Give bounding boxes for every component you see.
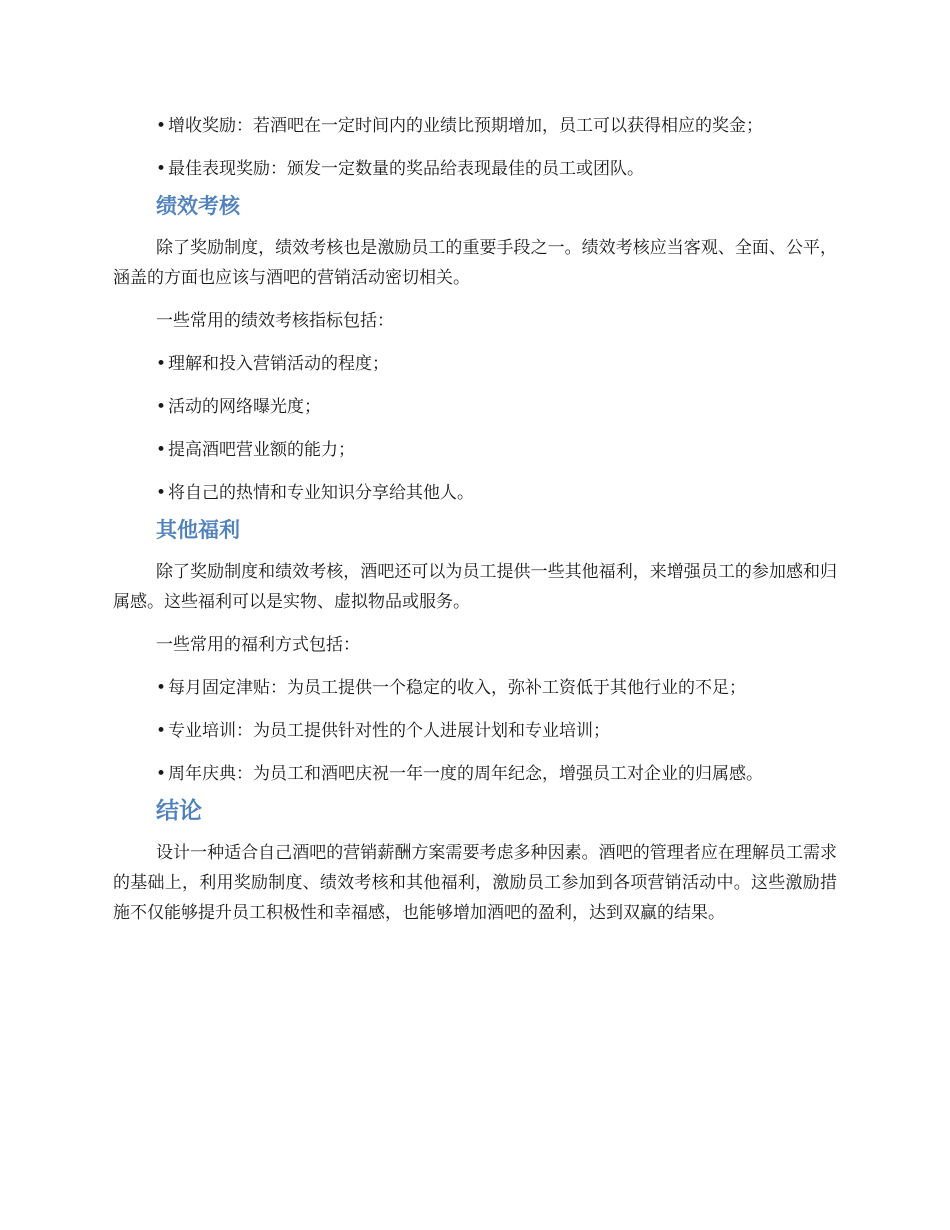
bullet-icon: • (156, 397, 167, 417)
list-item-text: 最佳表现奖励：颁发一定数量的奖品给表现最佳的员工或团队。 (168, 159, 644, 179)
bullet-icon: • (156, 721, 167, 741)
performance-bullet-list (113, 350, 837, 507)
list-item (113, 350, 837, 378)
section-heading-performance: 绩效考核 (156, 194, 240, 218)
list-item (113, 155, 837, 183)
list-item-text: 提高酒吧营业额的能力； (168, 440, 355, 460)
bullet-icon: • (156, 116, 167, 136)
bullet-icon: • (156, 764, 167, 784)
section-heading-benefits: 其他福利 (156, 518, 240, 542)
list-item (113, 674, 837, 702)
list-item (113, 393, 837, 421)
list-item-text: 活动的网络曝光度； (168, 397, 321, 417)
list-item (113, 436, 837, 464)
list-item (113, 112, 837, 140)
list-item-text: 将自己的热情和专业知识分享给其他人。 (168, 483, 474, 503)
conclusion-paragraph: 设计一种适合自己酒吧的营销薪酬方案需要考虑多种因素。酒吧的管理者应在理解员工需求的基础上，利用奖励制度、绩效考核和其他福利，激励员工参加到各项营销活动中。这些激励措施不仅能够提升员工积极性和幸福感，也能够增加酒吧的盈利，达到双赢的结果。 (113, 843, 837, 923)
list-item (113, 479, 837, 507)
benefits-intro: 一些常用的福利方式包括： (156, 635, 360, 655)
bullet-icon: • (156, 159, 167, 179)
bullet-icon: • (156, 440, 167, 460)
list-item-text: 增收奖励：若酒吧在一定时间内的业绩比预期增加，员工可以获得相应的奖金； (168, 116, 763, 136)
list-item-text: 每月固定津贴：为员工提供一个稳定的收入，弥补工资低于其他行业的不足； (168, 678, 746, 698)
benefits-bullet-list (113, 674, 837, 788)
performance-paragraph: 除了奖励制度，绩效考核也是激励员工的重要手段之一。绩效考核应当客观、全面、公平，涵盖的方面也应该与酒吧的营销活动密切相关。 (113, 238, 837, 288)
list-item (113, 717, 837, 745)
list-item-text: 专业培训：为员工提供针对性的个人进展计划和专业培训； (168, 721, 610, 741)
bullet-icon: • (156, 483, 167, 503)
benefits-paragraph: 除了奖励制度和绩效考核，酒吧还可以为员工提供一些其他福利，来增强员工的参加感和归属感。这些福利可以是实物、虚拟物品或服务。 (113, 562, 837, 612)
list-item-text: 理解和投入营销活动的程度； (168, 354, 389, 374)
performance-intro: 一些常用的绩效考核指标包括： (156, 311, 394, 331)
list-item-text: 周年庆典：为员工和酒吧庆祝一年一度的周年纪念，增强员工对企业的归属感。 (168, 764, 763, 784)
section-heading-conclusion: 结论 (156, 798, 202, 824)
top-bullet-list (113, 112, 837, 183)
list-item (113, 760, 837, 788)
bullet-icon: • (156, 678, 167, 698)
bullet-icon: • (156, 354, 167, 374)
